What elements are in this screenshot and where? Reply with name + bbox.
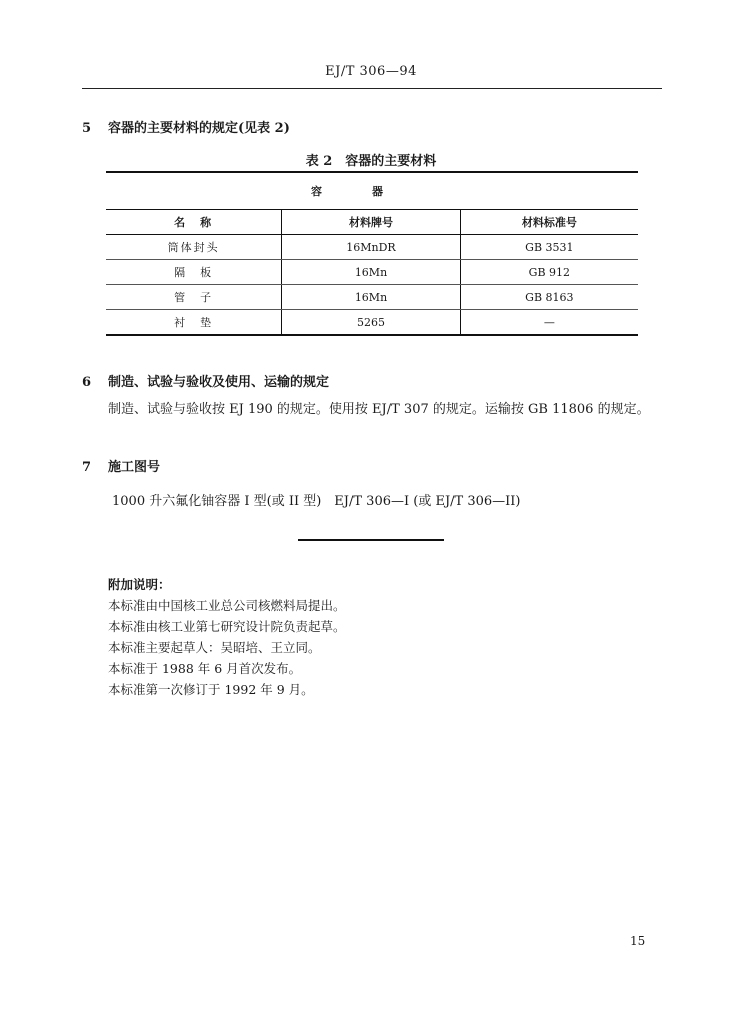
cell-name: 筒体封头 <box>106 235 282 260</box>
section-7-number: 7 <box>82 460 92 475</box>
table-row <box>106 260 638 285</box>
notes-title: 附加说明： <box>108 577 171 592</box>
section-7-title: 施工图号 <box>108 460 161 475</box>
notes-line: 本标准于 1988 年 6 月首次发布。 <box>108 661 302 676</box>
section-6-body: 制造、试验与验收按 EJ 190 的规定。使用按 EJ/T 307 的规定。运输按 GB 11806 的规定。 <box>108 402 650 417</box>
notes-line: 本标准由中国核工业总公司核燃料局提出。 <box>108 598 346 613</box>
materials-table <box>106 171 638 336</box>
cell-grade: 16MnDR <box>282 235 460 260</box>
section-5-number: 5 <box>82 121 92 136</box>
page-number: 15 <box>630 934 646 948</box>
column-header-name: 名 称 <box>106 210 282 235</box>
table-caption: 表 2 容器的主要材料 <box>305 154 437 169</box>
table-group-header-row <box>106 172 638 210</box>
notes-line: 本标准由核工业第七研究设计院负责起草。 <box>108 619 346 634</box>
additional-notes <box>108 574 346 700</box>
cell-standard: GB 8163 <box>460 285 638 310</box>
table-row <box>106 285 638 310</box>
cell-grade: 16Mn <box>282 260 460 285</box>
table-row <box>106 235 638 260</box>
table-column-header-row <box>106 210 638 235</box>
cell-grade: 16Mn <box>282 285 460 310</box>
section-7-heading <box>82 456 160 475</box>
cell-standard: — <box>460 310 638 336</box>
cell-grade: 5265 <box>282 310 460 336</box>
cell-name: 隔 板 <box>106 260 282 285</box>
notes-line: 本标准第一次修订于 1992 年 9 月。 <box>108 682 314 697</box>
section-6-title: 制造、试验与验收及使用、运输的规定 <box>108 375 330 390</box>
column-header-grade: 材料牌号 <box>282 210 460 235</box>
section-6-heading <box>82 371 329 390</box>
section-5-heading <box>82 117 290 136</box>
table-row <box>106 310 638 336</box>
running-header: EJ/T 306—94 <box>325 64 417 79</box>
section-7-body: 1000 升六氟化铀容器 I 型(或 II 型) EJ/T 306—I (或 EJ/T 306—II) <box>112 494 521 509</box>
section-6-number: 6 <box>82 375 92 390</box>
header-rule <box>82 88 662 89</box>
notes-line: 本标准主要起草人：吴昭培、王立同。 <box>108 640 321 655</box>
column-header-standard: 材料标准号 <box>460 210 638 235</box>
section-5-title: 容器的主要材料的规定(见表 2) <box>108 121 290 136</box>
cell-standard: GB 912 <box>460 260 638 285</box>
cell-standard: GB 3531 <box>460 235 638 260</box>
cell-name: 管 子 <box>106 285 282 310</box>
end-divider <box>298 539 444 541</box>
cell-name: 衬 垫 <box>106 310 282 336</box>
table-group-header: 容器 <box>106 172 638 210</box>
